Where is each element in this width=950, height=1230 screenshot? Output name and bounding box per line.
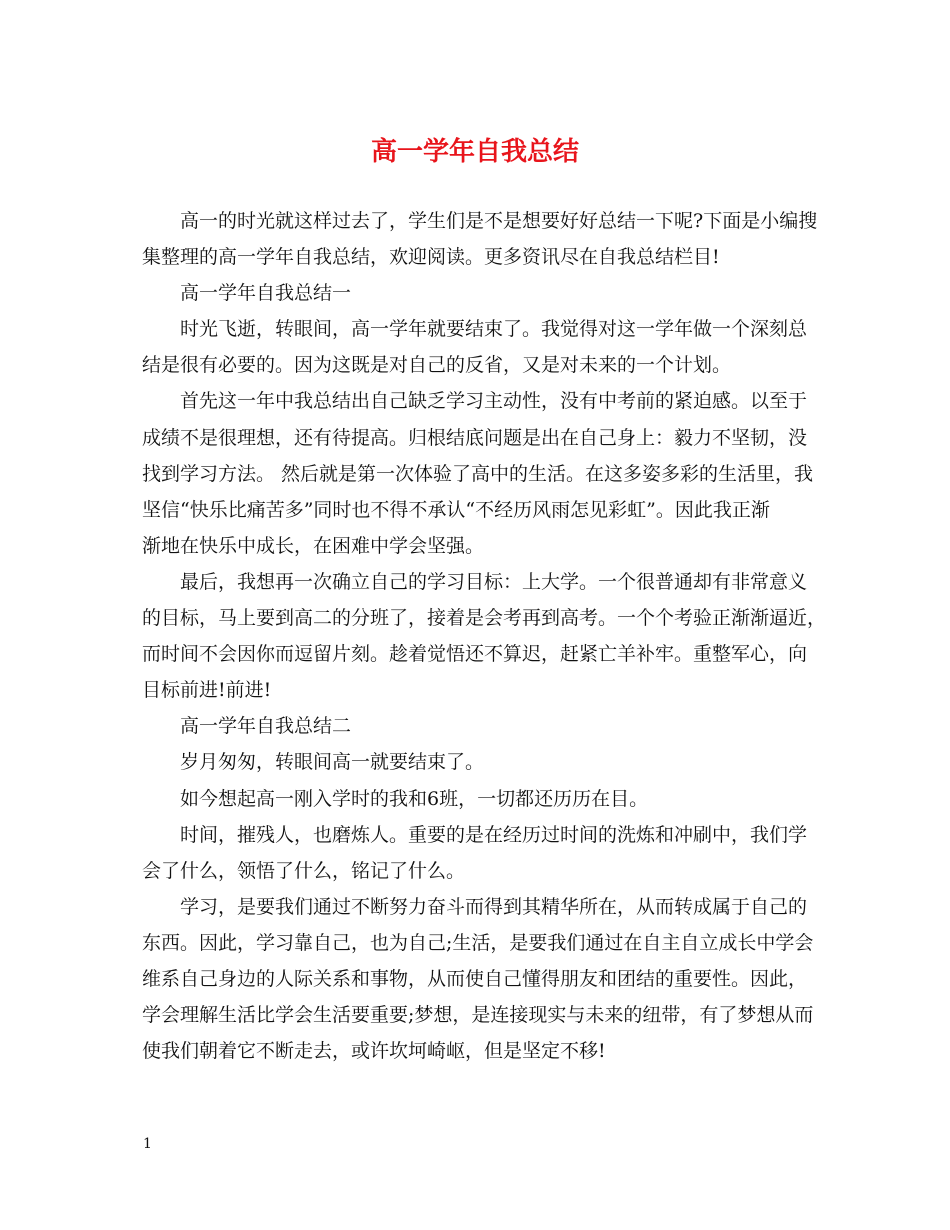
text-line: 首先这一年中我总结出自己缺乏学习主动性，没有中考前的紧迫感。以至于 — [180, 390, 808, 413]
text-line: 坚信“快乐比痛苦多”同时也不得不承认“不经历风雨怎见彩虹”。因此我正渐 — [142, 498, 770, 521]
paragraph — [142, 311, 812, 383]
paragraph — [142, 817, 812, 889]
text-line: 学会理解生活比学会生活要重要;梦想，是连接现实与未来的纽带，有了梦想从而 — [142, 1004, 814, 1027]
text-line: 渐地在快乐中成长，在困难中学会坚强。 — [142, 534, 485, 557]
page-number: 1 — [143, 1136, 152, 1152]
text-line: 岁月匆匆，转眼间高一就要结束了。 — [180, 751, 485, 774]
paragraph — [142, 564, 827, 708]
text-line: 最后，我想再一次确立自己的学习目标：上大学。一个很普通却有非常意义 — [180, 570, 808, 593]
section-heading — [142, 275, 812, 311]
document-title: 高一学年自我总结 — [370, 137, 579, 167]
section-heading — [142, 708, 812, 744]
text-line: 维系自己身边的人际关系和事物，从而使自己懂得朋友和团结的重要性。因此， — [142, 967, 808, 990]
text-line: 而时间不会因你而逗留片刻。趁着觉悟还不算迟，赶紧亡羊补牢。重整军心，向 — [142, 643, 808, 666]
text-line: 高一的时光就这样过去了，学生们是不是想要好好总结一下呢?下面是小编搜 — [180, 210, 818, 232]
paragraph — [142, 203, 818, 275]
text-line: 使我们朝着它不断走去，或许坎坷崎岖，但是坚定不移! — [142, 1040, 606, 1063]
text-line: 时间，摧残人，也磨炼人。重要的是在经历过时间的洗炼和冲刷中，我们学 — [180, 823, 808, 846]
paragraph — [142, 889, 812, 1069]
text-line: 学习，是要我们通过不断努力奋斗而得到其精华所在，从而转成属于自己的 — [180, 895, 808, 918]
text-line: 会了什么，领悟了什么，铭记了什么。 — [142, 859, 466, 882]
document-body — [142, 203, 827, 1069]
text-line: 时光飞逝，转眼间，高一学年就要结束了。我觉得对这一学年做一个深刻总 — [180, 318, 808, 341]
paragraph — [142, 781, 812, 817]
text-line: 高一学年自我总结一 — [180, 282, 352, 305]
text-line: 的目标，马上要到高二的分班了，接着是会考再到高考。一个个考验正渐渐逼近， — [142, 607, 827, 630]
text-line: 目标前进!前进! — [142, 679, 272, 702]
paragraph — [142, 383, 812, 563]
text-line: 高一学年自我总结二 — [180, 715, 352, 738]
text-line: 东西。因此，学习靠自己，也为自己;生活，是要我们通过在自主自立成长中学会 — [142, 931, 814, 954]
text-line: 结是很有必要的。因为这既是对自己的反省，又是对未来的一个计划。 — [142, 354, 732, 377]
paragraph — [142, 744, 812, 780]
text-line: 成绩不是很理想，还有待提高。归根结底问题是出在自己身上：毅力不坚韧，没 — [142, 426, 808, 449]
text-line: 集整理的高一学年自我总结，欢迎阅读。更多资讯尽在自我总结栏目! — [142, 246, 720, 269]
text-line: 找到学习方法。 然后就是第一次体验了高中的生活。在这多姿多彩的生活里，我 — [142, 462, 814, 485]
text-line: 如今想起高一刚入学时的我和6班，一切都还历历在目。 — [180, 787, 649, 810]
